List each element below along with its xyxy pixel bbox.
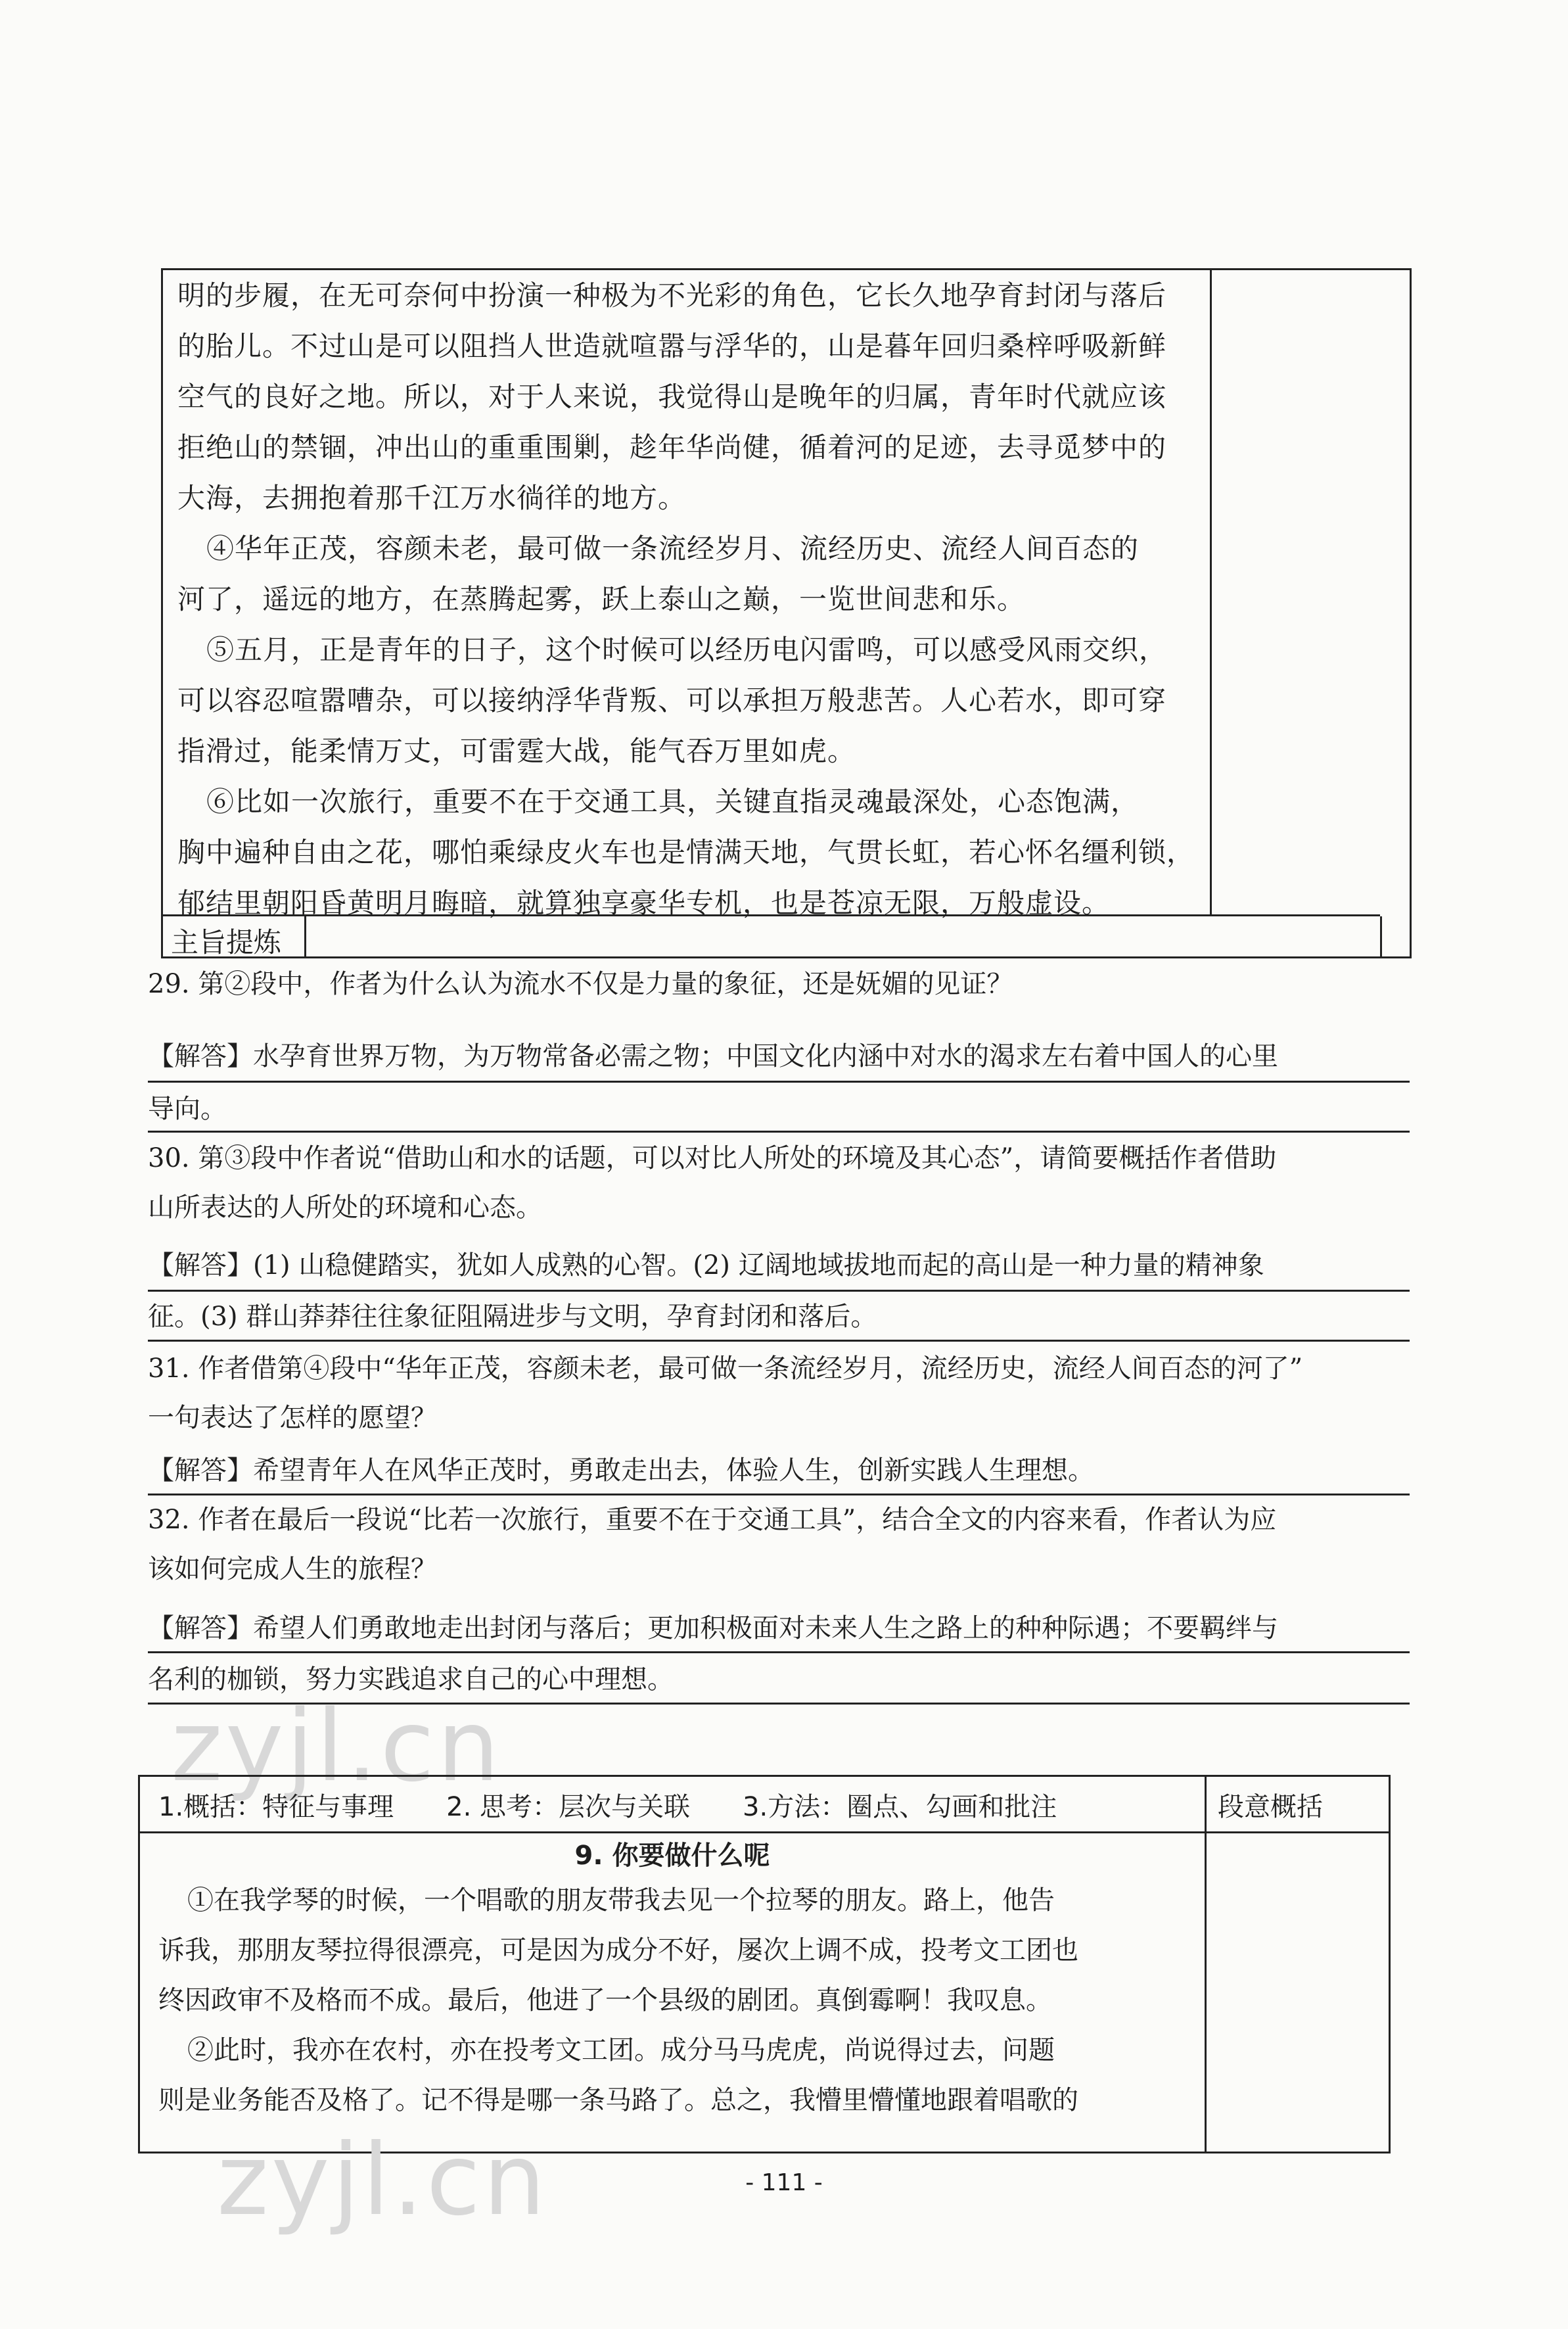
passage-line: ④华年正茂，容颜未老，最可做一条流经岁月、流经历史、流经人间百态的 xyxy=(206,532,1140,565)
question-30: 30. 第③段中作者说“借助山和水的话题，可以对比人所处的环境及其心态”，请简要概括作者借助 xyxy=(148,1143,1277,1173)
article-title: 9. 你要做什么呢 xyxy=(574,1841,770,1871)
article-text xyxy=(158,1875,1197,2125)
answer-underline xyxy=(148,1340,1410,1342)
page-number: - 111 - xyxy=(745,2169,823,2196)
passage-text xyxy=(177,270,1203,928)
answer-32-line: 名利的枷锁，努力实践追求自己的心中理想。 xyxy=(148,1664,674,1695)
answer-underline xyxy=(148,1651,1410,1653)
passage-line: 的胎儿。不过山是可以阻挡人世造就喧嚣与浮华的，山是暮年回归桑梓呼吸新鲜 xyxy=(177,330,1167,362)
question-29: 29. 第②段中，作者为什么认为流水不仅是力量的象征，还是妩媚的见证？ xyxy=(148,969,1013,999)
answer-underline xyxy=(148,1290,1410,1292)
answer-29-line: 【解答】水孕育世界万物，为万物常备必需之物；中国文化内涵中对水的渴求左右着中国人的心里 xyxy=(148,1041,1278,1071)
watermark: zyjl.cn xyxy=(217,2123,549,2238)
table-divider xyxy=(1205,1777,1207,2152)
question-30: 山所表达的人所处的环境和心态。 xyxy=(148,1192,542,1223)
answer-32-line: 【解答】希望人们勇敢地走出封闭与落后；更加积极面对未来人生之路上的种种际遇；不要羁绊与 xyxy=(148,1613,1278,1643)
question-31: 31. 作者借第④段中“华年正茂，容颜未老，最可做一条流经岁月，流经历史，流经人间百态的河了” xyxy=(148,1353,1303,1384)
passage-line: 指滑过，能柔情万丈，可雷霆大战，能气吞万里如虎。 xyxy=(177,735,856,767)
answer-31: 【解答】希望青年人在风华正茂时，勇敢走出去，体验人生，创新实践人生理想。 xyxy=(148,1455,1094,1486)
reading-table xyxy=(138,1775,1391,2153)
passage-line: 空气的良好之地。所以，对于人来说，我觉得山是晚年的归属，青年时代就应该 xyxy=(177,381,1167,413)
answer-29-line: 导向。 xyxy=(148,1094,227,1124)
passage-line: 明的步履，在无可奈何中扮演一种极为不光彩的角色，它长久地孕育封闭与落后 xyxy=(177,279,1167,312)
question-31: 一句表达了怎样的愿望？ xyxy=(148,1403,437,1433)
article-line: ①在我学琴的时候，一个唱歌的朋友带我去见一个拉琴的朋友。路上，他告 xyxy=(187,1885,1055,1916)
passage-line: ⑤五月，正是青年的日子，这个时候可以经历电闪雷鸣，可以感受风雨交织， xyxy=(206,634,1168,666)
watermark: zyjl.cn xyxy=(171,1689,503,1804)
answer-30-line: 征。(3) 群山莽莽往往象征阻隔进步与文明，孕育封闭和落后。 xyxy=(148,1302,877,1332)
passage-line: ⑥比如一次旅行，重要不在于交通工具，关键直指灵魂最深处，心态饱满， xyxy=(206,786,1140,818)
question-32: 32. 作者在最后一段说“比若一次旅行，重要不在于交通工具”，结合全文的内容来看，作者认为应 xyxy=(148,1505,1277,1535)
passage-line: 拒绝山的禁锢，冲出山的重重围剿，趁年华尚健，循着河的足迹，去寻觅梦中的 xyxy=(177,431,1167,463)
passage-line: 郁结里朝阳昏黄明月晦暗，就算独享豪华专机，也是苍凉无限，万般虚设。 xyxy=(177,887,1111,919)
passage-line: 胸中遍种自由之花，哪怕乘绿皮火车也是情满天地，气贯长虹，若心怀名缰利锁， xyxy=(177,836,1195,868)
answer-underline xyxy=(148,1081,1410,1083)
table-divider xyxy=(1380,916,1382,956)
passage-line: 河了，遥远的地方，在蒸腾起雾，跃上泰山之巅，一览世间悲和乐。 xyxy=(177,583,1026,615)
answer-30-line: 【解答】(1) 山稳健踏实，犹如人成熟的心智。(2) 辽阔地域拔地而起的高山是一种力量的精神象 xyxy=(148,1250,1264,1281)
question-32: 该如何完成人生的旅程？ xyxy=(148,1554,437,1584)
passage-line: 大海，去拥抱着那千江万水徜徉的地方。 xyxy=(177,482,687,514)
passage-line: 可以容忍喧嚣嘈杂，可以接纳浮华背叛、可以承担万般悲苦。人心若水，即可穿 xyxy=(177,684,1167,717)
article-line: 终因政审不及格而不成。最后，他进了一个县级的剧团。真倒霉啊！我叹息。 xyxy=(158,1985,1052,2015)
article-line: ②此时，我亦在农村，亦在投考文工团。成分马马虎虎，尚说得过去，问题 xyxy=(187,2035,1055,2065)
passage-table xyxy=(161,268,1412,958)
article-line: 诉我，那朋友琴拉得很漂亮，可是因为成分不好，屡次上调不成，投考文工团也 xyxy=(158,1935,1078,1965)
method-header: 1.概括：特征与事理 2. 思考：层次与关联 3.方法：圈点、勾画和批注 xyxy=(158,1792,1057,1822)
article-line: 则是业务能否及格了。记不得是哪一条马路了。总之，我懵里懵懂地跟着唱歌的 xyxy=(158,2085,1078,2115)
answer-underline xyxy=(148,1131,1410,1133)
theme-label: 主旨提炼 xyxy=(171,926,282,958)
summary-label: 段意概括 xyxy=(1218,1792,1323,1822)
table-divider xyxy=(1210,270,1212,914)
